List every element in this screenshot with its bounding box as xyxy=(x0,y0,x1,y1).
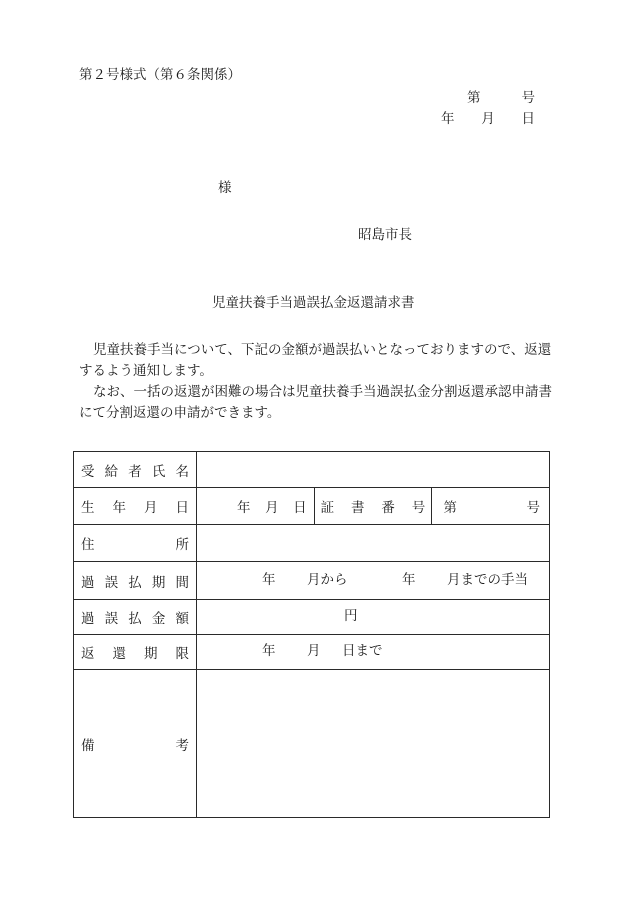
amount-field[interactable] xyxy=(197,600,550,635)
deadline-month: 月 xyxy=(307,643,321,659)
label-char: 限 xyxy=(175,646,189,662)
certificate-prefix: 第 xyxy=(443,500,457,516)
label-char: 備 xyxy=(81,737,95,754)
label-char: 番 xyxy=(381,500,395,516)
deadline-field[interactable] xyxy=(197,635,550,670)
label-char: 所 xyxy=(175,537,189,553)
label-char: 還 xyxy=(112,646,126,662)
deadline-year: 年 xyxy=(262,643,276,659)
label-char: 氏 xyxy=(151,463,166,480)
deadline-row xyxy=(74,635,550,670)
period-end-year: 年 xyxy=(402,571,416,588)
label-char: 証 xyxy=(320,500,335,516)
body-paragraph-1: 児童扶養手当について、下記の金額が過誤払いとなっておりますので、返還するよう通知します。 xyxy=(79,342,552,379)
label-char: 金 xyxy=(151,611,166,627)
amount-unit: 円 xyxy=(344,608,358,624)
label-char: 返 xyxy=(81,646,95,662)
address-field[interactable] xyxy=(197,525,550,562)
period-label xyxy=(74,562,197,600)
label-char: 年 xyxy=(112,500,126,516)
document-number xyxy=(467,92,535,106)
details-table xyxy=(73,451,550,818)
certificate-label xyxy=(314,488,432,525)
label-char: 期 xyxy=(151,574,166,591)
certificate-number-field[interactable] xyxy=(432,488,550,525)
label-char: 住 xyxy=(81,537,95,553)
label-char: 額 xyxy=(175,611,189,627)
period-field[interactable] xyxy=(197,562,550,600)
label-char: 生 xyxy=(81,500,95,516)
certificate-suffix: 号 xyxy=(526,500,540,516)
label-char: 過 xyxy=(81,611,95,627)
deadline-day: 日まで xyxy=(342,643,383,659)
birth-month-unit: 月 xyxy=(265,500,279,516)
period-row xyxy=(74,562,550,600)
label-char: 過 xyxy=(81,574,95,591)
birth-day-unit: 日 xyxy=(293,500,307,516)
issue-date-day: 日 xyxy=(521,111,535,127)
label-char: 月 xyxy=(144,500,158,516)
addressee-honorific: 様 xyxy=(218,180,232,196)
label-char: 給 xyxy=(104,463,119,480)
form-id: 第２号様式（第６条関係） xyxy=(79,67,241,83)
period-end-month: 月までの手当 xyxy=(447,571,528,588)
document-number-suffix: 号 xyxy=(521,90,535,106)
issuer: 昭島市長 xyxy=(358,227,412,243)
birth-label xyxy=(74,488,197,525)
page-title: 児童扶養手当過誤払金返還請求書 xyxy=(212,295,415,311)
label-char: 払 xyxy=(128,611,142,627)
label-char: 誤 xyxy=(104,574,119,591)
label-char: 号 xyxy=(411,500,426,516)
issue-date xyxy=(441,113,535,127)
body-paragraph-2: なお、一括の返還が困難の場合は児童扶養手当過誤払金分割返還承認申請書にて分割返還の申請ができます。 xyxy=(79,384,552,421)
recipient-label xyxy=(74,452,197,488)
recipient-name-field[interactable] xyxy=(197,452,550,488)
birth-date-field[interactable] xyxy=(197,488,315,525)
label-char: 誤 xyxy=(104,611,119,627)
recipient-row xyxy=(74,452,550,488)
label-char: 名 xyxy=(175,463,189,480)
label-char: 書 xyxy=(351,500,365,516)
label-char: 受 xyxy=(81,463,95,480)
period-start-month: 月から xyxy=(307,571,348,588)
amount-label xyxy=(74,600,197,635)
birth-row xyxy=(74,488,550,525)
address-label xyxy=(74,525,197,562)
birth-year-unit: 年 xyxy=(237,500,251,516)
deadline-label xyxy=(74,635,197,670)
label-char: 期 xyxy=(144,646,158,662)
remarks-row xyxy=(74,670,550,818)
remarks-field[interactable] xyxy=(197,670,550,818)
label-char: 日 xyxy=(175,500,189,516)
label-char: 考 xyxy=(175,737,189,754)
issue-date-year: 年 xyxy=(441,111,455,127)
label-char: 者 xyxy=(128,463,142,480)
label-char: 間 xyxy=(175,574,189,591)
address-row xyxy=(74,525,550,562)
issue-date-month: 月 xyxy=(481,111,495,127)
amount-row xyxy=(74,600,550,635)
remarks-label xyxy=(74,670,197,818)
document-number-prefix: 第 xyxy=(467,90,481,106)
period-start-year: 年 xyxy=(262,571,276,588)
label-char: 払 xyxy=(128,574,142,591)
